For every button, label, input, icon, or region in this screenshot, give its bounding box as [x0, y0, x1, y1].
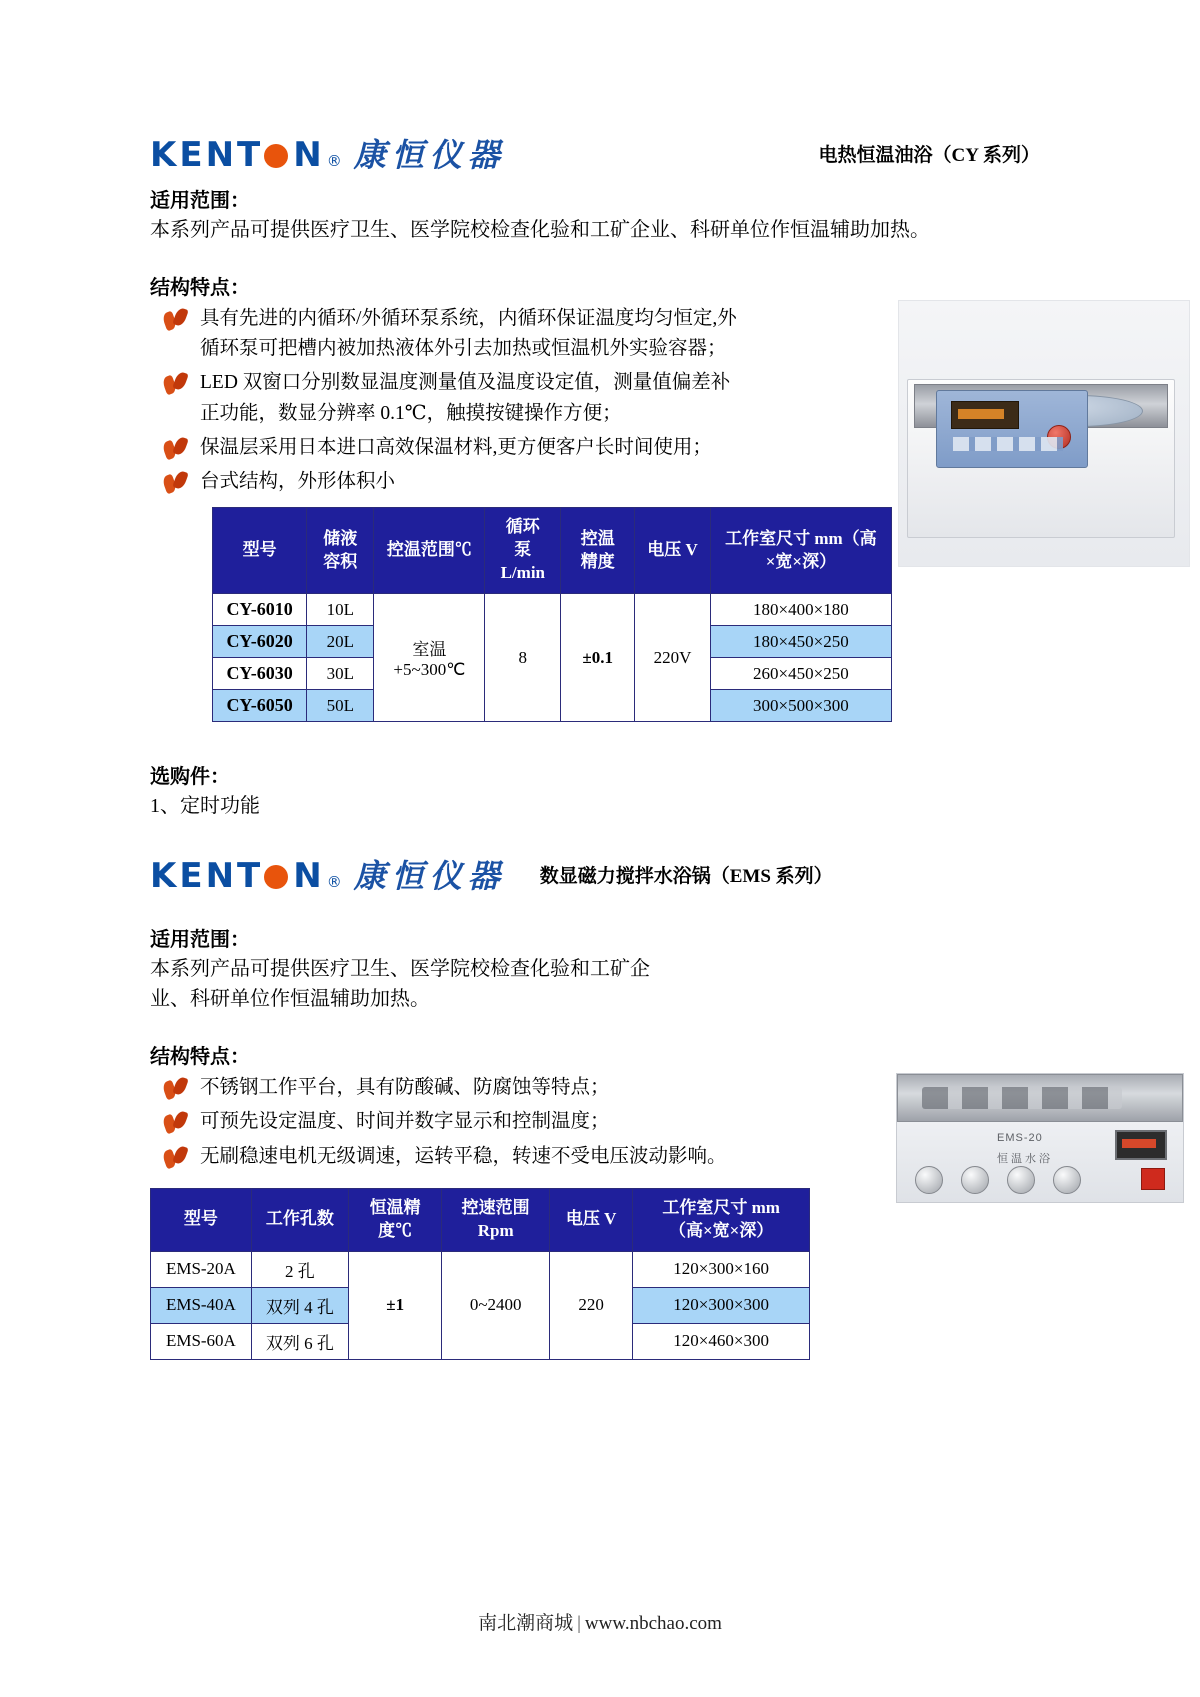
col-speed-l1: 控速范围: [461, 1197, 530, 1217]
section1-options-title: 选购件：: [150, 766, 230, 789]
ems-device-label: EMS-20: [997, 1132, 1043, 1144]
cell-pump: 8: [485, 594, 561, 722]
section1-features-title: 结构特点：: [150, 277, 250, 299]
cell-accuracy: ±1: [349, 1251, 442, 1359]
col-model: 型号: [213, 508, 307, 594]
table-header-row: [213, 508, 892, 594]
section2-header-title: 数显磁力搅拌水浴锅（EMS 系列）: [539, 865, 833, 887]
arrow-bullet-icon: [164, 372, 190, 398]
kenton-logo: [150, 851, 506, 897]
section2-features-title: 结构特点：: [150, 1046, 250, 1069]
section2-feature-list: [150, 1073, 1050, 1172]
brand-header-cy: [150, 130, 1050, 176]
ems-device-label-cn: 恒温水浴: [997, 1153, 1053, 1165]
cell-holes: 双列 4 孔: [251, 1287, 348, 1323]
cell-holes: 2 孔: [251, 1251, 348, 1287]
cell-volume: 30L: [307, 658, 374, 690]
cell-model: EMS-60A: [151, 1323, 252, 1359]
cell-volume: 50L: [307, 690, 374, 722]
col-size-l2: ×宽×深）: [765, 551, 837, 571]
list-item: [150, 1107, 1050, 1137]
registered-mark: ®: [326, 873, 342, 892]
cell-model: CY-6030: [213, 658, 307, 690]
cell-model: EMS-40A: [151, 1287, 252, 1323]
arrow-bullet-icon: [164, 471, 190, 497]
section2-scope-title: 适用范围：: [150, 929, 250, 952]
cell-model: CY-6020: [213, 626, 307, 658]
footer-separator: |: [577, 1613, 581, 1634]
document-content: [150, 130, 1050, 1360]
arrow-bullet-icon: [164, 1077, 190, 1103]
arrow-bullet-icon: [164, 308, 190, 334]
table-row: [151, 1251, 810, 1287]
feature-text: LED 双窗口分别数显温度测量值及温度设定值，测量值偏差补正功能，数显分辨率 0.1℃，触摸按键操作方便；: [200, 372, 731, 424]
cell-holes: 双列 6 孔: [251, 1323, 348, 1359]
logo-text-en: KENT N: [150, 135, 325, 175]
list-item: [150, 467, 1050, 497]
col-accuracy-l1: 控温: [580, 528, 615, 548]
col-pump-l3: L/min: [500, 563, 545, 583]
spec-table-ems: [150, 1188, 810, 1360]
footer-site-name: 南北潮商城: [478, 1613, 574, 1634]
cell-model: CY-6010: [213, 594, 307, 626]
logo-orange-circle-icon: [264, 144, 288, 168]
col-voltage: 电压 V: [550, 1188, 633, 1251]
table-row: [213, 594, 892, 626]
registered-mark: ®: [326, 152, 342, 170]
section1-options-item: 1、定时功能: [150, 795, 260, 818]
list-item: [150, 1142, 1050, 1172]
col-size-l1: 工作室尺寸 mm（高: [725, 528, 877, 548]
cell-model: CY-6050: [213, 690, 307, 722]
col-accuracy-l1: 恒温精: [369, 1197, 421, 1217]
logo-text-cn: 康恒仪器: [353, 857, 506, 896]
col-pump-l2: 泵: [514, 540, 532, 560]
spec-table-cy: [212, 507, 892, 722]
col-holes: 工作孔数: [251, 1188, 348, 1251]
page-footer: [0, 1608, 1200, 1635]
cell-voltage: 220V: [635, 594, 711, 722]
col-model: 型号: [151, 1188, 252, 1251]
cell-voltage: 220: [550, 1251, 633, 1359]
col-size-l1: 工作室尺寸 mm: [662, 1197, 780, 1217]
list-item: [150, 433, 1050, 463]
temp-range-l1: 室温: [412, 640, 447, 660]
cell-size: 120×300×300: [633, 1287, 810, 1323]
feature-text: 台式结构，外形体积小: [200, 471, 396, 493]
col-temp-range: 控温范围℃: [374, 508, 485, 594]
logo-orange-circle-icon: [264, 865, 288, 889]
feature-text: 可预先设定温度、时间并数字显示和控制温度；: [200, 1111, 610, 1133]
cell-size: 260×450×250: [710, 658, 891, 690]
list-item: [150, 1073, 1050, 1103]
cell-temp-range: [374, 594, 485, 722]
feature-text: 不锈钢工作平台，具有防酸碱、防腐蚀等特点；: [200, 1077, 610, 1099]
cell-model: EMS-20A: [151, 1251, 252, 1287]
feature-text: 具有先进的内循环/外循环泵系统，内循环保证温度均匀恒定,外循环泵可把槽内被加热液体外引去加热或恒温机外实验容器；: [200, 308, 737, 360]
col-accuracy-l2: 精度: [580, 551, 615, 571]
arrow-bullet-icon: [164, 1146, 190, 1172]
cell-size: 300×500×300: [710, 690, 891, 722]
cell-size: 120×460×300: [633, 1323, 810, 1359]
col-pump-l1: 循环: [505, 517, 540, 537]
temp-range-l2: +5~300℃: [393, 660, 466, 680]
cell-size: 180×400×180: [710, 594, 891, 626]
table-header-row: [151, 1188, 810, 1251]
feature-text: 保温层采用日本进口高效保温材料,更方便客户长时间使用；: [200, 436, 712, 458]
footer-url[interactable]: www.nbchao.com: [584, 1613, 722, 1634]
feature-text: 无刷稳速电机无级调速，运转平稳，转速不受电压波动影响。: [200, 1145, 727, 1167]
section1-header-title: 电热恒温油浴（CY 系列）: [818, 144, 1040, 166]
logo-text-cn: 康恒仪器: [353, 136, 506, 174]
section2-scope-text: 本系列产品可提供医疗卫生、医学院校检查化验和工矿企业、科研单位作恒温辅助加热。: [150, 958, 650, 1011]
cell-speed: 0~2400: [442, 1251, 550, 1359]
section1-scope-title: 适用范围：: [150, 190, 250, 212]
arrow-bullet-icon: [164, 437, 190, 463]
col-size-l2: （高×宽×深）: [668, 1220, 774, 1240]
col-voltage: 电压 V: [635, 508, 711, 594]
col-speed-l2: Rpm: [477, 1220, 514, 1240]
logo-text-en: KENT N: [150, 856, 325, 897]
col-volume-l1: 储液: [323, 528, 358, 548]
cell-size: 120×300×160: [633, 1251, 810, 1287]
kenton-logo: [150, 130, 506, 176]
list-item: [150, 304, 1050, 364]
section1-feature-list: [150, 304, 1050, 497]
cell-volume: 10L: [307, 594, 374, 626]
arrow-bullet-icon: [164, 1111, 190, 1137]
brand-header-ems: [150, 851, 1050, 897]
col-accuracy-l2: 度℃: [378, 1220, 413, 1240]
section1-scope-text: 本系列产品可提供医疗卫生、医学院校检查化验和工矿企业、科研单位作恒温辅助加热。: [150, 219, 930, 241]
cell-size: 180×450×250: [710, 626, 891, 658]
cell-accuracy: ±0.1: [561, 594, 635, 722]
col-volume-l2: 容积: [323, 551, 358, 571]
cell-volume: 20L: [307, 626, 374, 658]
list-item: [150, 368, 1050, 428]
